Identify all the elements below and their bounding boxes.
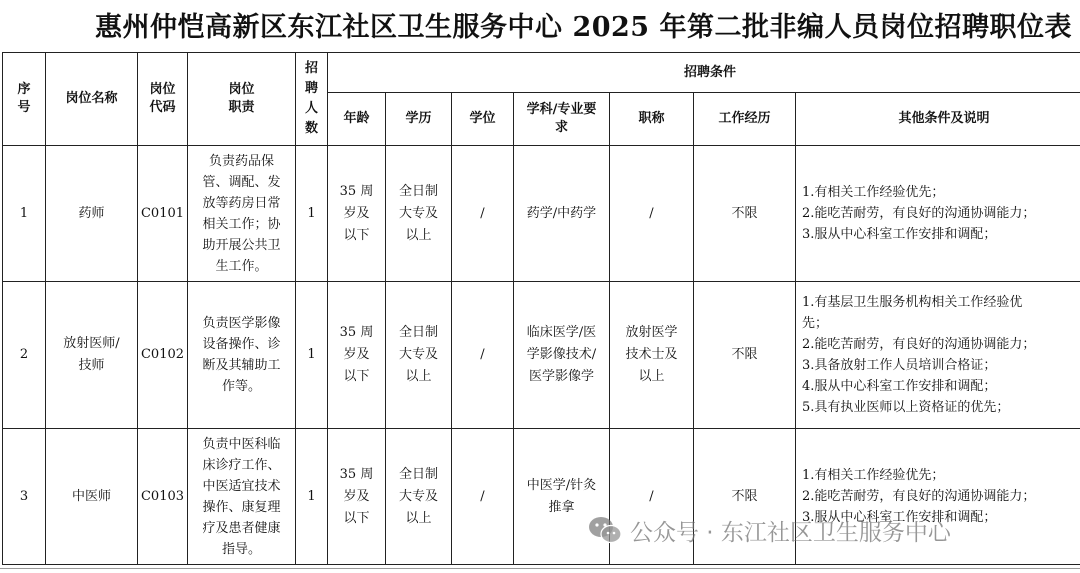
cell-position-code: C0102 xyxy=(138,282,188,429)
cell-index: 3 xyxy=(3,429,46,565)
header-row-top xyxy=(3,53,1080,93)
cell-major: 临床医学/医 学影像技术/ 医学影像学 xyxy=(514,282,610,429)
cell-age: 35 周 岁及 以下 xyxy=(328,429,386,565)
cell-count: 1 xyxy=(296,429,328,565)
cell-age: 35 周 岁及 以下 xyxy=(328,282,386,429)
cell-position-name: 药师 xyxy=(46,146,138,282)
table-row xyxy=(3,282,1080,429)
cell-title: / xyxy=(610,429,694,565)
watermark-text: 公众号 · 东江社区卫生服务中心 xyxy=(630,519,951,546)
cell-index: 1 xyxy=(3,146,46,282)
header-other: 其他条件及说明 xyxy=(796,93,1080,146)
cell-position-code: C0101 xyxy=(138,146,188,282)
cell-duty: 负责药品保 管、调配、发 放等药房日常 相关工作；协 助开展公共卫 生工作。 xyxy=(188,146,296,282)
wechat-icon xyxy=(588,516,622,544)
header-title: 职称 xyxy=(610,93,694,146)
header-education: 学历 xyxy=(386,93,452,146)
cell-age: 35 周 岁及 以下 xyxy=(328,146,386,282)
header-degree: 学位 xyxy=(452,93,514,146)
cell-title: 放射医学 技术士及 以上 xyxy=(610,282,694,429)
header-age: 年龄 xyxy=(328,93,386,146)
cell-education: 全日制 大专及 以上 xyxy=(386,282,452,429)
header-experience: 工作经历 xyxy=(694,93,796,146)
cell-education: 全日制 大专及 以上 xyxy=(386,429,452,565)
header-major: 学科/专业要 求 xyxy=(514,93,610,146)
cell-experience: 不限 xyxy=(694,429,796,565)
header-duty: 岗位 职责 xyxy=(188,53,296,146)
header-conditions: 招聘条件 xyxy=(328,53,1080,93)
cell-degree: / xyxy=(452,146,514,282)
cell-duty: 负责医学影像 设备操作、诊 断及其辅助工 作等。 xyxy=(188,282,296,429)
cell-other: 1.有相关工作经验优先； 2.能吃苦耐劳，有良好的沟通协调能力； 3.服从中心科室工作安排和调配； xyxy=(796,146,1080,282)
cell-degree: / xyxy=(452,282,514,429)
cell-position-code: C0103 xyxy=(138,429,188,565)
cell-major: 药学/中药学 xyxy=(514,146,610,282)
header-index: 序 号 xyxy=(3,53,46,146)
cell-other: 1.有基层卫生服务机构相关工作经验优 先； 2.能吃苦耐劳，有良好的沟通协调能力； 3.具备放射工作人员培训合格证； 4.服从中心科室工作安排和调配； 5.具有执业医师以上资格证的优先； xyxy=(796,282,1080,429)
bottom-divider xyxy=(0,568,1080,569)
header-position-name: 岗位名称 xyxy=(46,53,138,146)
cell-experience: 不限 xyxy=(694,282,796,429)
cell-other: 1.有相关工作经验优先； 2.能吃苦耐劳，有良好的沟通协调能力； 3.服从中心科室工作安排和调配； xyxy=(796,429,1080,565)
cell-major: 中医学/针灸 推拿 xyxy=(514,429,610,565)
cell-index: 2 xyxy=(3,282,46,429)
cell-count: 1 xyxy=(296,146,328,282)
header-count: 招 聘 人 数 xyxy=(296,53,328,146)
cell-position-name: 中医师 xyxy=(46,429,138,565)
watermark xyxy=(588,512,951,548)
cell-position-name: 放射医师/ 技师 xyxy=(46,282,138,429)
header-position-code: 岗位 代码 xyxy=(138,53,188,146)
cell-duty: 负责中医科临 床诊疗工作、 中医适宜技术 操作、康复理 疗及患者健康 指导。 xyxy=(188,429,296,565)
cell-degree: / xyxy=(452,429,514,565)
table-row xyxy=(3,146,1080,282)
page-title: 惠州仲恺高新区东江社区卫生服务中心 2025 年第二批非编人员岗位招聘职位表 xyxy=(95,12,1072,43)
cell-experience: 不限 xyxy=(694,146,796,282)
cell-title: / xyxy=(610,146,694,282)
cell-count: 1 xyxy=(296,282,328,429)
recruitment-table xyxy=(2,52,1080,565)
cell-education: 全日制 大专及 以上 xyxy=(386,146,452,282)
